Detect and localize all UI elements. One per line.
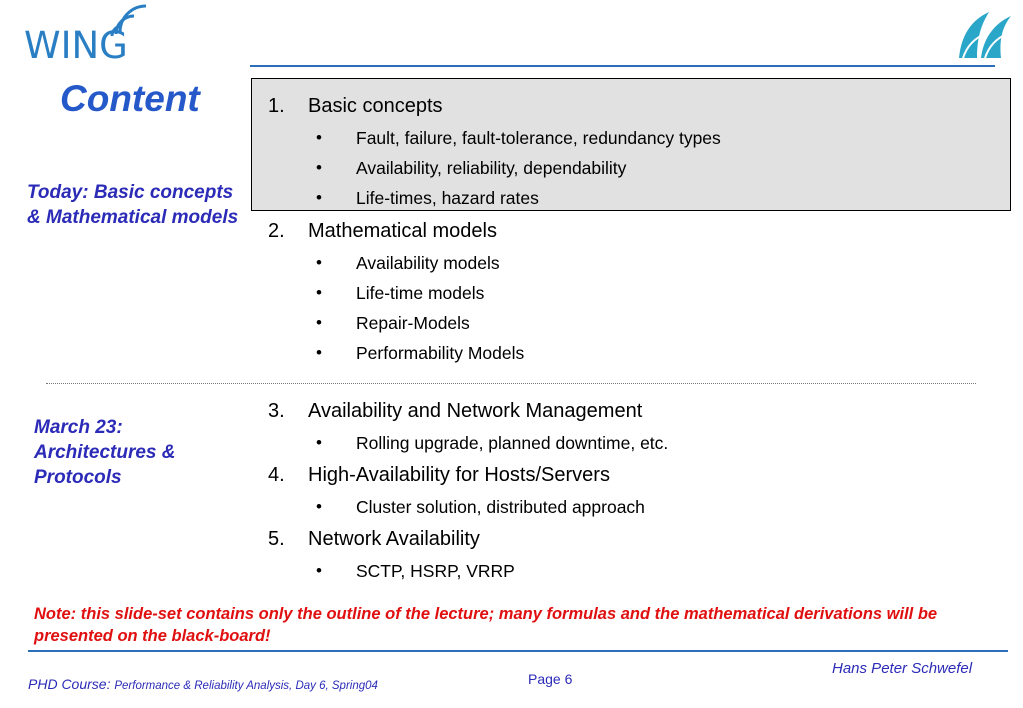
outline-number: 3. — [268, 400, 285, 422]
header-rule — [250, 65, 995, 67]
outline-subitem: Cluster solution, distributed approach — [356, 497, 645, 517]
bullet: • — [316, 128, 322, 147]
side-note-today: Today: Basic concepts & Mathematical models — [27, 182, 239, 228]
bullet: • — [316, 188, 322, 207]
outline-number: 1. — [268, 95, 285, 117]
wing-logo-icon — [104, 4, 156, 44]
bullet: • — [316, 283, 322, 302]
course-label: PHD Course: — [28, 676, 111, 692]
course-detail: Performance & Reliability Analysis, Day 6, Spring04 — [114, 680, 378, 692]
outline-subitem: Availability, reliability, dependability — [356, 158, 627, 178]
outline-item-title: Availability and Network Management — [308, 400, 643, 422]
footer-course — [28, 676, 378, 692]
slide-title: Content — [60, 78, 200, 119]
outline-subitem: Performability Models — [356, 343, 525, 363]
wing-logo-text: WING — [24, 24, 128, 67]
wave-corner-logo-icon — [955, 6, 1017, 62]
page-number: Page 6 — [528, 671, 573, 687]
bullet: • — [316, 253, 322, 272]
lecture-note: Note: this slide-set contains only the outline of the lecture; many formulas and the mathematical derivations will be presented on the black-board! — [34, 605, 938, 645]
bullet: • — [316, 561, 322, 580]
bullet: • — [316, 158, 322, 177]
bullet: • — [316, 313, 322, 332]
side-note-march: March 23: Architectures & Protocols — [34, 417, 176, 488]
footer-author: Hans Peter Schwefel — [832, 660, 973, 677]
section-divider — [46, 383, 976, 384]
outline-subitem: Availability models — [356, 253, 500, 273]
outline-subitem: Life-time models — [356, 283, 485, 303]
bullet: • — [316, 433, 322, 452]
outline-item-title: Network Availability — [308, 528, 480, 550]
outline-subitem: Repair-Models — [356, 313, 470, 333]
outline-number: 2. — [268, 220, 285, 242]
outline-subitem: Life-times, hazard rates — [356, 188, 539, 208]
outline-subitem: SCTP, HSRP, VRRP — [356, 561, 515, 581]
outline-item-title: Basic concepts — [308, 95, 443, 117]
outline-number: 5. — [268, 528, 285, 550]
bullet: • — [316, 343, 322, 362]
bullet: • — [316, 497, 322, 516]
outline-subitem: Rolling upgrade, planned downtime, etc. — [356, 433, 669, 453]
outline-item-title: High-Availability for Hosts/Servers — [308, 464, 610, 486]
outline-subitem: Fault, failure, fault-tolerance, redundancy types — [356, 128, 721, 148]
outline-item-title: Mathematical models — [308, 220, 497, 242]
footer-rule — [28, 650, 1008, 652]
outline-number: 4. — [268, 464, 285, 486]
